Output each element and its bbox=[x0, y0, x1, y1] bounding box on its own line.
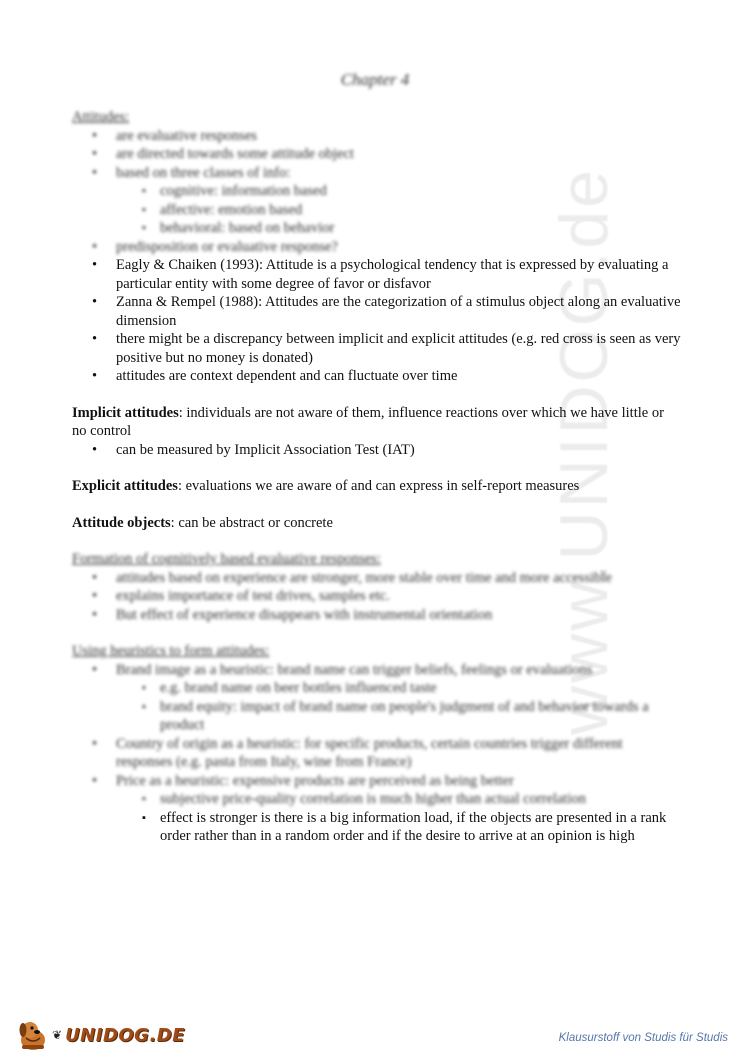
list-item: • are directed towards some attitude object bbox=[72, 145, 682, 164]
list-item: • there might be a discrepancy between implicit and explicit attitudes (e.g. red cross is seen as very positive but no money is donated) bbox=[72, 330, 682, 367]
attitudes-sub-list bbox=[72, 182, 682, 238]
objects-term: Attitude objects bbox=[72, 514, 171, 531]
implicit-term: Implicit attitudes bbox=[72, 404, 179, 421]
objects-text: : can be abstract or concrete bbox=[170, 514, 333, 531]
heuristics-list-1 bbox=[72, 661, 682, 680]
list-item: • are evaluative responses bbox=[72, 127, 682, 146]
implicit-list bbox=[72, 441, 682, 460]
dog-mascot-icon bbox=[14, 1018, 52, 1052]
list-item: ▪ cognitive: information based bbox=[72, 182, 682, 201]
heuristics-heading: Using heuristics to form attitudes: bbox=[72, 643, 270, 659]
formation-list bbox=[72, 569, 682, 625]
list-item: ▪ e.g. brand name on beer bottles influenced taste bbox=[72, 679, 682, 698]
implicit-text: : individuals are not aware of them, influence reactions over which we have little or no control bbox=[72, 404, 664, 439]
list-item: • based on three classes of info: bbox=[72, 164, 682, 183]
heuristics-sub-list-1 bbox=[72, 679, 682, 735]
logo-text: UNIDOG.DE bbox=[65, 1024, 186, 1046]
list-item: • attitudes are context dependent and can fluctuate over time bbox=[72, 367, 682, 386]
attitudes-blurred-last bbox=[72, 238, 682, 257]
paw-icon: ❦ bbox=[52, 1027, 63, 1042]
list-item: • Country of origin as a heuristic: for specific products, certain countries trigger different responses (e.g. pasta from Italy, wine from France) bbox=[72, 735, 682, 772]
chapter-title: Chapter 4 bbox=[340, 70, 410, 89]
list-item: ▪ subjective price-quality correlation is much higher than actual correlation bbox=[72, 790, 682, 809]
list-item: ▪ behavioral: based on behavior bbox=[72, 219, 682, 238]
list-item: • Brand image as a heuristic: brand name can trigger beliefs, feelings or evaluations bbox=[72, 661, 682, 680]
explicit-term: Explicit attitudes bbox=[72, 478, 178, 494]
watermark-text: www.UNIDOG.de bbox=[546, 167, 622, 735]
objects-paragraph bbox=[72, 514, 682, 533]
heuristics-list-2 bbox=[72, 735, 682, 791]
list-item: • explains importance of test drives, samples etc. bbox=[72, 587, 682, 606]
list-item: • attitudes based on experience are stronger, more stable over time and more accessible bbox=[72, 569, 682, 588]
list-item: • predisposition or evaluative response? bbox=[72, 238, 682, 257]
implicit-paragraph bbox=[72, 404, 682, 441]
footer-tagline: Klausurstoff von Studis für Studis bbox=[558, 1032, 728, 1044]
list-item: • But effect of experience disappears with instrumental orientation bbox=[72, 606, 682, 625]
heuristics-sub-list-3 bbox=[72, 790, 682, 846]
attitudes-heading: Attitudes: bbox=[72, 109, 130, 125]
list-item: • Price as a heuristic: expensive products are perceived as being better bbox=[72, 772, 682, 791]
list-item: ▪ brand equity: impact of brand name on people's judgment of and behavior towards a product bbox=[72, 698, 682, 735]
unidog-logo[interactable] bbox=[14, 1018, 185, 1052]
attitudes-list bbox=[72, 256, 682, 386]
list-item: • Eagly & Chaiken (1993): Attitude is a psychological tendency that is expressed by evaluating a particular entity with some degree of favor or disfavor bbox=[72, 256, 682, 293]
explicit-paragraph bbox=[72, 477, 682, 496]
document-body bbox=[72, 108, 682, 846]
list-item: • Zanna & Rempel (1988): Attitudes are the categorization of a stimulus object along an evaluative dimension bbox=[72, 293, 682, 330]
list-item: ▪ effect is stronger is there is a big information load, if the objects are presented in a rank order rather than in a random order and if the desire to arrive at an opinion is high bbox=[72, 809, 682, 846]
explicit-text: : evaluations we are aware of and can express in self-report measures bbox=[177, 478, 580, 494]
attitudes-blurred-list bbox=[72, 127, 682, 183]
formation-heading: Formation of cognitively based evaluative responses: bbox=[72, 551, 381, 567]
list-item: ▪ affective: emotion based bbox=[72, 201, 682, 220]
list-item: • can be measured by Implicit Association Test (IAT) bbox=[72, 441, 682, 460]
